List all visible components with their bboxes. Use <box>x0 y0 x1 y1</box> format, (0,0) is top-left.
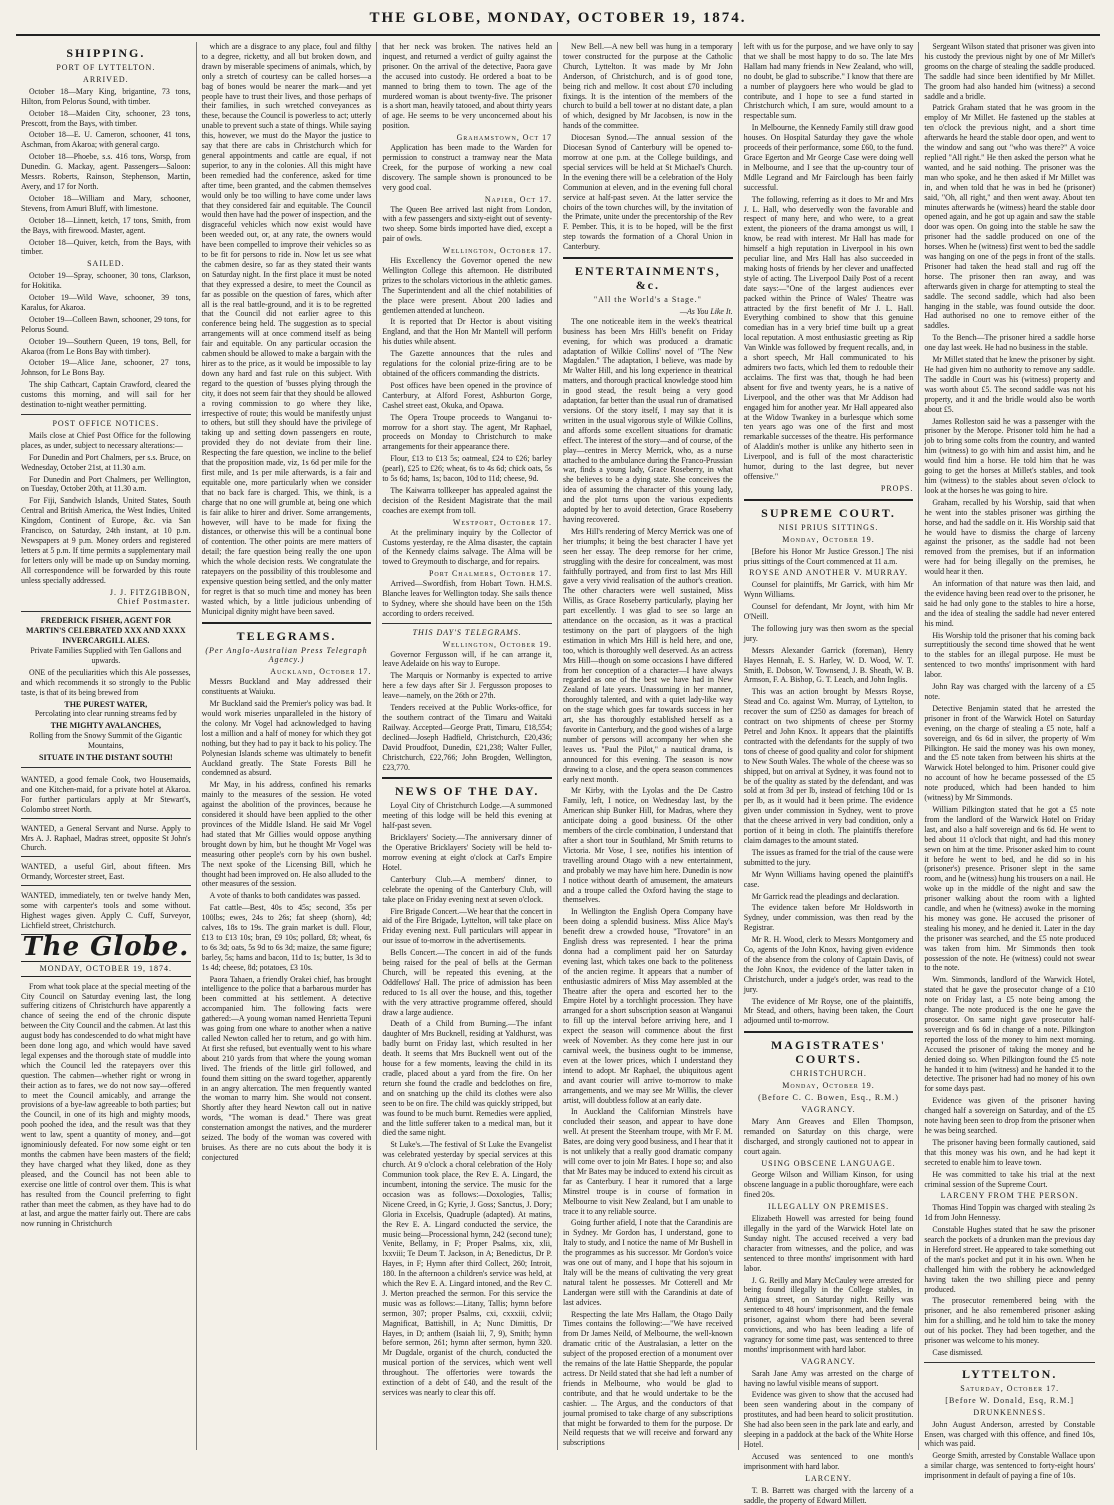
shipping-heading: SHIPPING. <box>66 46 146 60</box>
court-paragraph: Thomas Hind Toppin was charged with stealing 2s 1d from John Hennessy. <box>924 1203 1096 1223</box>
court-paragraph: Case dismissed. <box>932 1348 983 1357</box>
entertainment-paragraph: In Auckland the Californian Minstrels have concluded their season, and appear to have done well. At present the Steenham troupe, with Mr F. M. Bates, are doing very good business, and I hear that it is not unlikely that a really good dramatic company will come over to join Mr Bates. I hope so; and also that Mr Bates may be induced to extend his circuit as far as Canterbury. I hear it rumored that a large Minstrel troupe is in course of formation in Melbourne to visit New Zealand, but I am unable to trace it to any reliable source. <box>563 1107 733 1216</box>
arrival-entry: October 18—Maiden City, schooner, 23 tons, Prescott, from the Bays, with timber. <box>21 108 191 128</box>
telegram-item: Mr May, in his address, confined his remarks mainly to the measures of the session. He voted against the abolition of the provinces, because he considered it should have been applied to the other provinces of the Middle Island. He said Mr Vogel had stated that Mr Gillies would oppose anything brought down by him, but he thought Mr Vogel was measuring other people's corn by his own bushel. The next spoke of the Licensing Bill, which he thought had been improved on. He also alluded to the other measures of the session. <box>201 780 372 889</box>
arrival-entry: October 18—Mary King, brigantine, 73 tons, Hilton, from Pelorus Sound, with timber. <box>21 86 191 106</box>
ale-ad-text: ONE of the peculiarities which this Ale possesses, and which recommends it so strongly to the Public taste, is that of its being brewed from <box>21 667 191 697</box>
fisher-ad-heading: FREDERICK FISHER, AGENT FOR MARTIN'S CELEBRATED XXX AND XXXX INVERCARGILL ALES. <box>26 616 186 646</box>
dateline: Napier, Oct 17. <box>484 194 553 204</box>
court-paragraph: He was committed to take his trial at the next criminal session of the Supreme Court. <box>924 1169 1096 1189</box>
entertainment-paragraph: The one noticeable item in the week's theatrical business has been Mrs Hill's benefit on Friday evening, for which was produced a dramatic adaptation of Wilkie Collins' novel of "The New Magdalen." The adaptation, I believe, was made by Mr Walter Hill, and his long experience in theatrical matters, and thorough practical knowledge stood him in good stead, the result being a very good adaptation, far better than the usual run of dramatised versions. Of the story itself, I may say that it is written in the usual vigorous style of Wilkie Collins, and affords some excellent situations for dramatic effect. The interest of the story—and of course, of the play—centres in Mercy Merrick, who, as a nurse attached to the ambulance during the Franco-Prussian war, finds a young lady, Grace Roseberry, in what she believes to be a dying state. She conceives the idea of assuming the character of this young lady, and the plot turns upon the various expedients adopted by her to avoid detection, Grace Roseberry having recovered. <box>563 316 733 524</box>
charge-heading: VAGRANCY. <box>801 1105 856 1114</box>
column-signature: PROPS. <box>880 483 914 493</box>
court-paragraph: The issues as framed for the trial of the cause were submitted to the jury. <box>743 847 914 867</box>
court-paragraph: George Wilson and William Kinson, for using obscene language in a public thoroughfare, were each fined 20s. <box>743 1170 914 1200</box>
supreme-court-heading: SUPREME COURT. <box>761 505 896 520</box>
telegram-item: The Queen Bee arrived last night from London, with a few passengers and sixty-eight out of seventy-two sheep. Some birds imported have died, except a pair of owls. <box>382 204 553 244</box>
dateline: Port Chalmers, October 17. <box>429 569 553 579</box>
motto-source: —As You Like It. <box>679 306 733 316</box>
court-paragraph: J. G. Reilly and Mary McCauley were arrested for being found illegally in the College stables, in Antigua street, on Saturday night. Reilly was sentenced to 48 hours' imprisonment, and the female prisoner, against whom there had been several convictions, and who has been leading a life of vagrancy for some time past, was sentenced to three months' imprisonment with hard labor. <box>743 1275 914 1354</box>
postmaster-title: Chief Postmaster. <box>117 597 191 607</box>
court-paragraph: [Before his Honor Mr Justice Gresson.] The nisi prius sittings of the Court commenced at 11 a.m. <box>743 546 914 566</box>
telegram-item: The Opera Troupe proceeds to Wanganui to-morrow for a short stay. The agent, Mr Raphael, proceeds on Monday to Christchurch to make arrangements for their appearance there. <box>382 412 553 452</box>
court-paragraph: His Worship told the prisoner that his coming back surreptitiously the second time showed that he went to the stables for an illegal purpose. He must be sentenced to two months' imprisonment with hard labor. <box>924 630 1096 680</box>
entertainments-motto: "All the World's a Stage." <box>593 295 702 305</box>
divider <box>382 777 552 779</box>
court-paragraph: Sarah Jane Amy was arrested on the charge of having no lawful visible means of support. <box>743 1368 914 1388</box>
court-date: Saturday, October 17. <box>960 1383 1060 1393</box>
dateline: Wellington, October 17. <box>442 246 553 256</box>
divider <box>744 499 914 501</box>
court-before: (Before C. C. Bowen, Esq., R.M.) <box>758 1093 899 1103</box>
entertainment-paragraph: left with us for the purpose, and we have only to say that we shall be most happy to do so. The late Mrs Hallam had many friends in New Zealand, who will, no doubt, be glad to subscribe." I know that there are a number of playgoers here who would be glad to contribute, and I hope to see a fund started in Christchurch which, I am sure, would amount to a respectable sum. <box>743 42 914 121</box>
court-paragraph: An information of that nature was then laid, and the evidence having been read over to the prisoner, he said he had only gone to the stables to hire a horse, and the idea of stealing the saddle had never entered his mind. <box>924 579 1096 628</box>
wanted-ad: WANTED, a useful Girl, about fifteen. Mrs Ormandy, Worcester street, East. <box>21 859 191 886</box>
nisi-prius-heading: NISI PRIUS SITTINGS. <box>778 522 879 532</box>
court-paragraph: The evidence taken before Mr Holdsworth in Sydney, under commission, was then read by the Registrar. <box>743 903 914 933</box>
telegram-item: that her neck was broken. The natives held an inquest, and returned a verdict of guilty against the prisoner. On the arrival of the detective, Paora gave the accused into custody. He ordered a boat to be manned to bring them to town. The age of the murdered woman is about twenty-five. The prisoner is a short man, heavily tatooed, and about thirty years of age. He seems to be very unconcerned about his position. <box>382 42 553 131</box>
charge-heading: USING OBSCENE LANGUAGE. <box>761 1158 896 1168</box>
charge-heading: LARCENY. <box>805 1473 852 1483</box>
telegram-item: Messrs Buckland and May addressed their constituents at Waiuku. <box>201 677 372 697</box>
news-item: Loyal City of Christchurch Lodge.—A summoned meeting of this lodge will be held this evening at half-past seven. <box>382 801 553 831</box>
cathcart-note: The ship Cathcart, Captain Crawford, cleared the customs this morning, and will sail for her destination to-night weather permitting. <box>21 380 191 410</box>
case-title: ROYSE AND ANOTHER V. MURRAY. <box>749 568 908 578</box>
dateline: Auckland, October 17. <box>270 667 372 677</box>
news-item: Diocesan Synod.—The annual session of the Diocesan Synod of Canterbury will be opened to-morrow at one p.m. at the College buildings, and special services will be held at St Michael's Church. In the evening there will be a celebration of the Holy Communion at eleven, and in the evening full choral service at half-past seven. At the latter service the choirs of the town churches will, by the invitation of the Primate, unite under the precentorship of the Rev F. Pember. This, it is to be hoped, will be the first step towards the formation of a Choral Union in Canterbury. <box>563 133 733 252</box>
court-paragraph: Wm. Simmonds, landlord of the Warwick Hotel, stated that he gave the prosecutor change of a £10 note on Friday last, a £5 note being among the change. The note produced is the one he gave the prosecutor. On same night gave prosecutor half-sovereign and 6s 6d in change of a note. Pilkington reported the loss of the money to him next morning. Accused the prisoner of taking the money and he denied doing so. When Pilkington found the £5 note he handed it to him (witness) and he handed it to the detective. The prisoner had had no money of his own for some days past. <box>924 975 1096 1094</box>
court-paragraph: William Pilkington stated that he got a £5 note from the landlord of the Warwick Hotel on Friday last, and also a half sovereign and 6s 6d. He went to bed about 11 o'clock that night, and had this money sewn on him at the time. Prisoner asked him to count it before he went to bed, and he did so in his (prisoner's) presence. Prisoner slept in the same room, and he (witness) hung his trousers on a nail. He woke up in the middle of the night and saw the prisoner walking about the room with a lighted candle, and when he (witness) awoke in the morning his money was gone. He accused the prisoner of stealing his money, and he denied it. Later in the day the prisoner was searched, and the £5 note produced was taken from him. Mr Simmonds then took possession of the note. He (witness) could not swear to the note. <box>924 804 1096 973</box>
sailed-heading: SAILED. <box>87 259 125 269</box>
court-paragraph: T. B. Barrett was charged with the larceny of a saddle, the property of Edward Millett. <box>743 1485 914 1505</box>
telegram-item: Application has been made to the Warden for permission to construct a tramway near the Mata Creek, for the purpose of working a new coal discovery. The sample shown is pronounced to be very good coal. <box>382 143 553 192</box>
ale-ad-line: THE MIGHTY AVALANCHES, <box>50 721 161 731</box>
telegram-item: Tenders received at the Public Works-office, for the southern contract of the Timaru and Waitaki Railway. Accepted—George Pratt, Timaru, £18,554; declined—Joseph Hadfield, Christchurch, £20,436; David Proudfoot, Dunedin, £21,238; Walter Fuller, Christchurch, £22,766; John Brogden, Wellington, £23,770. <box>382 703 553 772</box>
post-notice: For Dunedin and Port Chalmers, per Wellington, on Tuesday, October 20th, at 11.30 a.m. <box>21 474 191 494</box>
court-date: Monday, October 19. <box>782 534 875 544</box>
arrived-heading: ARRIVED. <box>83 74 129 84</box>
todays-telegrams-heading: THIS DAY'S TELEGRAMS. <box>412 627 522 637</box>
court-paragraph: To the Bench—The prisoner hired a saddle horse one day last week. He had no business in the stable. <box>924 333 1096 353</box>
charge-heading: ILLEGALLY ON PREMISES. <box>767 1202 890 1212</box>
news-item: New Bell.—A new bell was hung in a temporary tower constructed for the purpose at the Catholic Church, Lyttelton. It was made by Mr John Anderson, of Christchurch, and is of good tone, being rich and mellow. It cost about £70 including fixings. It is the intention of the members of the church to build a bell tower at no distant date, a plan of which, designed by Mr Jacobsen, is now in the hands of the committee. <box>563 42 733 131</box>
entertainment-paragraph: Mr Kirby, with the Lyolas and the De Castro Family, left, I notice, on Wednesday last, by the American ship Bunker Hill, for Madras, where they anticipate doing a good business. Of the other members of the circle combination, I understand that after a short tour in Southland, Mr Smith returns to Victoria. Mr Vose, I see, notifies his intention of travelling around Otago with a new entertainment, and probably we may have him here. Dunedin is now I notice without dearth of amusement, the amateurs and a troupe called the Oxford having the stage to themselves. <box>563 786 733 905</box>
telegram-item: The Marquis or Normanby is expected to arrive here a few days after Sir J. Fergusson proposes to leave—namely, on the 26th or 27th. <box>382 671 553 701</box>
sailing-entry: October 19—Southern Queen, 19 tons, Bell, for Akaroa (from Le Bons Bay with timber). <box>21 336 191 356</box>
entertainments-heading: ENTERTAINMENTS, &c. <box>574 264 721 293</box>
telegram-item: Post offices have been opened in the province of Canterbury, at Alford Forest, Ashburton Gorge, Cashel street east, Okuka, and Opawa. <box>382 380 553 410</box>
telegram-item: Fat cattle—Best, 40s to 45s; second, 35s per 100lbs; ewes, 24s to 26s; fat sheep (shorn), 4d; calves, 18s to 19s. The grain market is dull. Flour, £13 to £13 10s; bran, £9 10s; pollard, £8; wheat, 6s to 6s 3d; oats, 5s 9d to 6s 3d; maize, the same figure; barley, 5s; hams and bacon, 11d to 1s; butter, 1s 3d to 1s 4d; cheese, 8d; potatoes, £3 10s. <box>201 903 372 972</box>
court-paragraph: Counsel for defendant, Mr Joynt, with him Mr O'Neill. <box>743 602 914 622</box>
sailing-entry: October 19—Spray, schooner, 30 tons, Clarkson, for Hokitika. <box>21 271 191 291</box>
arrival-entry: October 18—Quiver, ketch, from the Bays, with timber. <box>21 237 191 257</box>
court-paragraph: Sergeant Wilson stated that prisoner was given into his custody the previous night by one of Mr Millet's grooms on the charge of stealing the saddle produced. The saddle had since been identified by Mr Millet. The groom had also handed him (witness) a second saddle and a bridle. <box>924 42 1096 101</box>
telegram-item: Flour, £13 to £13 5s; oatmeal, £24 to £26; barley (pearl), £25 to £26; wheat, 6s to 4s 6d; chick oats, 5s to 5s 6d; hams, 1s; bacon, 10d to 11d; cheese, 9d. <box>382 454 553 484</box>
column-5 <box>739 42 920 1505</box>
entertainment-paragraph: In Melbourne, the Kennedy Family still draw good houses. On Hospital Saturday they gave the whole proceeds of their performance, some £60, to the fund. Grace Egerton and Mr George Case were doing well in Melbourne, and I see that the up-country tour of Mdlle Legrand and Mr Fairclough has been fairly successful. <box>743 123 914 192</box>
divider <box>382 623 552 624</box>
divider <box>924 1362 1095 1363</box>
telegram-item: Arrived—Swordfish, from Hobart Town. H.M.S. Blanche leaves for Wellington today. She sails thence to Sydney, where she should have been on the 15th according to orders received. <box>382 579 553 618</box>
news-item: Fire Brigade Concert.—We hear that the concert in aid of the Fire Brigade, Lyttelton, will take place on Friday evening next. Full particulars will appear in our issue of to-morrow in the advertisements. <box>382 906 553 946</box>
sailing-entry: October 19—Colleen Bawn, schooner, 29 tons, for Pelorus Sound. <box>21 314 191 334</box>
charge-heading: DRUNKENNESS. <box>973 1407 1047 1417</box>
entertainment-paragraph: Going further afield, I note that the Carandinis are in Sydney. Mr Gordon has, I understand, gone to Italy to study, and I notice the name of Mr Bushell in the programmes as his successor. Mr Gordon's voice was one out of many, and I hope that his sojourn in Italy will be the means of cultivating the very great natural talent he possesses. Mr Cotterell and Mr Landergan were still with the Carandinis at date of last advices. <box>563 1218 733 1307</box>
court-paragraph: Mary Ann Greaves and Ellen Thompson, remanded on Saturday on this charge, were discharged, and strongly cautioned not to appear in court again. <box>743 1116 914 1156</box>
telegram-item: At the preliminary inquiry by the Collector of Customs yesterday, re the Alma disaster, the captain of the Kennedy claims salvage. The Alma will be towed to Greymouth to discharge, and for repairs. <box>382 527 553 567</box>
court-paragraph: George Smith, arrested by Constable Wallace upon a similar charge, was sentenced to forty-eight hours' imprisonment in default of paying a fine of 10s. <box>924 1451 1096 1481</box>
magistrates-courts-heading: MAGISTRATES' COURTS. <box>770 1038 887 1067</box>
entertainment-paragraph: Mrs Hill's rendering of Mercy Merrick was one of her triumphs; it being the best character I have yet seen her essay. The deep remorse for her crime, struggling with the desire for concealment, was most faithfully portrayed, and from first to last Mrs Hill gave a very vivid realisation of the author's creation. The other characters were well sustained, Miss Willis, as Grace Roseberry particularly, playing her part excellently. I was glad to see so large an attendance on the occasion, as it was a practical testimony on the part of playgoers of the high estimation in which Mrs Hill is held here, and one, too, which is thoroughly well deserved. As an actress Mrs Hill—though on some occasions I have differed from her conception of a character—I have always regarded as one of the best we have had in New Zealand of late years. Unassuming in her manner, thoroughly talented, and with a quiet lady-like way on the stage which goes far towards success in her art, she has thoroughly established herself as a favorite in Canterbury, and the good wishes of a large number of persons will accompany her when she leaves us. "Paul the Pilot," a nautical drama, is announced for this evening. The season is now drawing to a close, and the opera season commences early next month. <box>563 526 733 784</box>
ale-ad-line: THE PUREST WATER, <box>64 699 148 709</box>
news-item: St Luke's.—The festival of St Luke the Evangelist was celebrated yesterday by special services at this church. At 9 o'clock a choral celebration of the Holy Communion took place, the Rev E. A. Lingard, the incumbent, intoning the service. The music for the occasion was as follows:—Doxologies, Tallis; Nicene Creed, in G; Kyrie, J. Goss; Sanctus, J. Dory; Gloria in Excelsis, Quadruple (adapted). At matins, the Rev E. A. Lingard conducted the service, the music being—Processional hymn, 242 (second tune); Venite, Bellamy, in F; Proper Psalms, xix, xlii, lxxviii; Te Deum T. Jackson, in A; Benedictus, Dr P. Hayes, in F; Hymn after third Collect, 260; Introit, 180. In the afternoon a children's service was held, at which the Rev E. A. Lingard intoned, and the Rev C. J. Merton preached the sermon. For this service the music was as follows:—Litany, Tallis; hymn before sermon, 307; proper Psalms, cxi, cxxxiii, cxlvii; Magnificat, Battishill, in A; Nunc Dimittis, Dr Hayes, in D; anthem (Isaiah lii, 7, 9), Smith; hymn before sermon, 261; hymn after sermon, hymn 320. Mr Dugdale, organist of the church, conducted the musical portion of the services, which went well throughout. The offertories were towards the extinction of a debt of £40, and the result of the services was nearly to clear this off. <box>382 1140 553 1397</box>
court-paragraph: Patrick Graham stated that he was groom in the employ of Mr Millet. He fastened up the stables at ten o'clock the previous night, and a short time afterwards he heard the stable door open, and went to the window and sang out "who was there?" A voice replied "All right." He then asked the person what he wanted, and he said nothing. The prisoner was the man who spoke, and he then asked if Mr Millet was in, and when told that he was in bed he (prisoner) said, "Oh, all right," and then went away. About ten minutes afterwards he (witness) heard the stable door opened again, and he got up again and saw the stable door was open. On going into the stable he saw the prisoner had the saddle produced on one of the horses. When he (witness) first went to bed the saddle was hanging on one of the pegs in front of the stalls. Prisoner had taken the head stall and rug off the horse. The prisoner then ran away, and was afterwards given in charge for attempting to steal the saddle. The second saddle, which had also been hanging in the stable, was found outside the door. Had authorised no one to remove either of the saddles. <box>924 103 1096 331</box>
charge-heading: LARCENY FROM THE PERSON. <box>940 1191 1079 1201</box>
court-paragraph: Evidence was given of the prisoner having changed half a sovereign on Saturday, and of the £5 note having been seen to drop from the prisoner when he was being searched. <box>924 1096 1096 1135</box>
court-paragraph: James Rolleston said he was a passenger with the prisoner by the Merope. Prisoner told him he had a job to bring some colts from the country, and wanted him (witness) to go with him and assist him, and he would find him a horse. He told him that he was going to get the horses at Millet's stables, and took him (witness) to the stables about seven o'clock to look at the horses he was going to hire. <box>924 416 1096 495</box>
court-paragraph: Mr Garrick read the pleadings and declaration. <box>751 891 900 901</box>
telegrams-agency: (Per Anglo-Australian Press Telegraph Agency.) <box>205 645 368 665</box>
telegram-item: Paora Tahaen, a friendly Orakei chief, has brought intelligence to the police that a barbarous murder has been committed at his settlement. A detective accompanied him. The following facts were gathered:—A young woman named Henrietta Tepuni was going from one whare to another when a native called Newton called her to return, and go with him. At first she refused, but eventually went to his whare about 210 yards from that where the young woman lived. The friends of the little girl followed, and found them sitting on the sward together, apparently in an angry altercation. The men frequently wanted the woman to marry him. She would not consent. Shortly after they heard Newton call out in native words, "The woman is dead." There was great consternation amongst the natives, and the murderer seized. The body of the woman was covered with bruises. As there are no cuts about the body it is conjectured <box>201 974 372 1162</box>
telegrams-heading: TELEGRAMS. <box>236 628 337 643</box>
dateline: Wellington, October 19. <box>442 639 553 649</box>
wanted-ad: WANTED, immediately, ten or twelve handy Men, some with carpenter's tools and some without. Highest wages given. Apply C. Cuff, Surveyor, Lichfield street, Christchurch. <box>21 888 191 935</box>
post-notice: Mails close at Chief Post Office for the following places, as under, subject to necessary alterations:— <box>21 430 191 450</box>
court-paragraph: The prosecutor remembered being with the prisoner, and he also remembered prisoner asking him for a shilling, and he told him to take the money out of his pocket. They had been together, and the prisoner was welcome to his money. <box>924 1296 1096 1346</box>
wanted-ad: WANTED, a good female Cook, two Housemaids, and one Kitchen-maid, for a private hotel at Akaroa. For further particulars apply at Mr Stewart's, Colombo street North. <box>21 772 191 819</box>
arrival-entry: October 18—E. U. Cameron, schooner, 41 tons, Aschman, from Akaroa; with general cargo. <box>21 130 191 150</box>
column-3 <box>377 42 558 1450</box>
sailing-entry: October 19—Alice Jane, schooner, 27 tons, Johnson, for Le Bons Bay. <box>21 358 191 378</box>
divider <box>202 622 372 624</box>
column-4 <box>558 42 739 1450</box>
court-paragraph: This was an action brought by Messrs Royse, Stead and Co. against Wm. Murray, of Lyttelton, to recover the sum of £250 as damages for breach of contract on two shipments of cheese per Stormy Petrel and John Knox. It appears that the plaintiffs contracted with the defendants for the supply of two tons of cheese of good quality and color for shipment to New South Wales. The whole of the cheese was so shipped, but on arrival at Sydney, it was found not to be of the quality as stated by the defendant, and was sold at from 3d per lb, instead of fetching 10d or 1s per lb, as it would had it been prime. The evidence given under commission in Sydney, went to prove that the cheese arrived in very bad condition, only a portion of it being in cloth. The plaintiffs therefore claim damages to the amount stated. <box>743 687 914 845</box>
court-paragraph: Mr Wynn Williams having opened the plaintiff's case. <box>743 869 914 889</box>
news-of-the-day-heading: NEWS OF THE DAY. <box>394 784 540 799</box>
divider <box>21 767 191 768</box>
arrival-entry: October 18—Linnett, ketch, 17 tons, Smith, from the Bays, with firewood. Master, agent. <box>21 215 191 235</box>
lyttelton-heading: LYTTELTON. <box>962 1366 1058 1381</box>
court-paragraph: Evidence was given to show that the accused had been seen wandering about in the company of prostitutes, and had been heard to solicit prostitution. She had also been seen in the park late and early, and sleeping in a paddock at the back of the White Horse Hotel. <box>743 1390 914 1449</box>
post-office-heading: POST OFFICE NOTICES. <box>52 419 160 428</box>
court-before: [Before W. Donald, Esq, R.M.] <box>945 1395 1075 1405</box>
court-date: Monday, October 19. <box>782 1081 875 1091</box>
charge-heading: VAGRANCY. <box>801 1356 856 1366</box>
ale-ad-text: Rolling from the Snowy Summit of the Gigantic Mountains, <box>29 731 183 751</box>
fisher-ad-body: Private Families Supplied with Ten Gallons and upwards. <box>30 646 182 665</box>
news-item: Death of a Child from Burning.—The infant daughter of Mrs Bucknell, residing at Yaldhurst, was badly burnt on Friday last, which resulted in her death. It seems that Mrs Bucknell went out of the house for a few moments, leaving the child in its cradle, placed about a yard from the fire. On her return she found the cradle and bedclothes on fire, and on snatching up the child its clothes were also seen to be on fire. The child was quickly stripped, but was found to be much burnt. Remedies were applied, and the little sufferer taken to a medical man, but it died the same night. <box>382 1019 553 1138</box>
court-paragraph: John Ray was charged with the larceny of a £5 note. <box>924 682 1096 701</box>
court-paragraph: The following jury was then sworn as the special jury. <box>743 623 914 643</box>
court-paragraph: Mr Millet stated that he knew the prisoner by sight. He had given him no authority to remove any saddle. The saddle in Court was his (witness) property and was worth about £5. The second saddle was not his property, and it and the bridle would also be worth about £5. <box>924 355 1096 414</box>
entertainment-paragraph: The following, referring as it does to Mr and Mrs J. L. Hall, who deservedly won the favorable and respect of many here, and who were, to a great extent, the pioneers of the drama amongst us will, I know, be read with interest. Mr Hall has made for himself a high reputation in Liverpool in his own peculiar line, and Mrs Hall has also succeeded in making hosts of friends by her clever and unaffected style of acting. The Liverpool Daily Post of a recent date says:—"One of the largest audiences ever packed within the Prince of Wales' Theatre was attracted by the first benefit of Mr J. L. Hall. Everything combined to show that this genuine comedian has in a very brief time built up a great local reputation. A most enthusiastic greeting as Rip Van Winkle was followed by frequent recalls, and, in a short speech, Mr Hall communicated to his admirers two facts, which led them to redouble their acclaims. The first was that, though he had been absent for five and twenty years, he is a native of Liverpool, and the other was that Mr Addison had engaged him for another year. Mr Hall appeared also at the Widow Twankey in a burlesque which some ten years ago was one of the first and most remarkable successes of the theatre. His performance of Aladdin's mother is unlike any hitherto seen in Liverpool, and is full of the most characteristic humor, during to the last degree, but never offensive." <box>743 194 914 481</box>
telegram-item: It is reported that Dr Hector is about visiting England, and that the Hon Mr Mantell will perform his duties while absent. <box>382 317 553 347</box>
court-paragraph: Accused was sentenced to one month's imprisonment with hard labor. <box>743 1451 914 1471</box>
divider <box>744 1031 914 1033</box>
divider <box>563 257 733 259</box>
ale-ad-line: SITUATE IN THE DISTANT SOUTH! <box>39 753 173 763</box>
arrival-entry: October 18—Phoebe, s.s. 416 tons, Worsp, from Dunedin. G. Mackay, agent. Passengers—Saloon: Messrs. Roberts, Rainson, Stephenson, Martin, Avery, and 17 for North. <box>21 152 191 191</box>
court-paragraph: Mr R. H. Wood, clerk to Messrs Montgomery and Co, agents of the John Knox, having given evidence of the absence from the colony of Captain Davis, of the John Knox, the evidence of the latter taken in Christchurch, under a judge's order, was read to the jury. <box>743 935 914 994</box>
leader-dateline: MONDAY, OCTOBER 19, 1874. <box>21 961 191 977</box>
divider <box>21 414 191 415</box>
leader-article-continued: which are a disgrace to any place, foul and filthy to a degree, ricketty, and all but broken down, and drawn by miserable specimens of animals, which, by only a stretch of courtesy can be called horses—a bag of bones would be nearer the mark—and yet people have to trust their lives, and those perhaps of their families, in such wretched conveyances as these, because the Council is powerless to act; utterly unable to prevent such a state of things. While saying this, however, we must do the Mayor the justice to say that there are cabs in Christchurch which for general appointments and cattle are equal, if not superior, to any in the colonies. All this might have been remedied had the conference, asked for time after time, been granted, and the cabmen themselves would only be too willing to have come under laws that they considered fair and equitable. The Council would then have had the power of inspection, and the disgraceful vehicles which now exist would have been weeded out, or, at any rate, the owners would have been compelled to improve their vehicles so as to be fit for persons to ride in. Now let us see what the cabmen desire, so far as they stated their wants on Saturday night. In the first place it must be noted that they expressed a desire, to meet the Council as far as possible on the question of fares, which after all is the real battle-ground, and it is to be regretted that the Council did not earlier agree to this conference being held. The suggestion as to special arrangements will at once commend itself as being fair and equitable. On any particular occasion the cabmen should be allowed to make a bargain with the hirer as to the price, as it would be impossible to lay down any hard and fast rule on this subject. With regard to the question of 'busses plying through the city, it does not seem fair that they should be allowed a roving commission to go where they like, irrespective of route; this would be manifestly unjust to others, but still they should have the privilege of taking up and setting down passengers en route, provided they do not deviate from their line. Respecting the fare question, we incline to the belief that the proposition made, viz, 1s 6d per mile for the first mile, and 1s per mile afterwards, is a fair and equitable one, more particularly when we consider that no back fare is charged. This, we think, is a charge that no one will grumble at, being one which is fair alike to hirer and driver. Some arrangements, however, will have to be made for fixing the distances, or otherwise this will be a continual bone of contention. The other points are mere matters of detail; the fare question being really the one upon which the whole decision rests. We congratulate the ratepayers on the possibility of this troublesome and expensive question being settled, and the only matter for regret is that so much time and money has been wasted which, by a little judicious unbending of Municipal dignity might have been saved. <box>201 42 372 616</box>
entertainment-paragraph: In Wellington the English Opera Company have been doing a splendid business. Miss Alice May's benefit drew a crowded house, "Trovatore" in an English dress was represented. I hear the prima donna had a compliment paid her on Saturday evening last, which takes one back to the politeness of the ancien regime. It appears that a number of enthusiastic admirers of Miss May assembled at the Theatre after the opera and escorted her to the Empire Hotel by a torchlight procession. They have arranged for a short subscription season at Wanganui to fill up the interval before arriving here, and I expect the season will commence about the first week of November. As they come here just in our carnival week, the business ought to be immense, even at the lower prices, which I understand they intend to adopt. Mr Raphael, the ubiquitous agent and avant courier will arrive to-morrow to make arrangements, and we may see Mr Willis, the clever artist, will doubtless follow at an early date. <box>563 907 733 1105</box>
court-paragraph: Detective Benjamin stated that he arrested the prisoner in front of the Warwick Hotel on Saturday evening, on the charge of stealing a £5 note, half a sovereign, and 6s 6d in silver, the property of Wm Pilkington. He said the money was his own money, and the £5 note taken from between his shirts at the Warwick Hotel belonged to him. Prisoner could give no account of how he became possessed of the £5 note produced, which had been handed to him (witness) by Mr Simmonds. <box>924 703 1096 803</box>
divider <box>21 611 191 612</box>
dateline: Westport, October 17. <box>452 517 553 527</box>
wanted-ad: WANTED, a General Servant and Nurse. Apply to Mrs A. J. Raphael, Madras street, opposite St John's Church. <box>21 821 191 858</box>
globe-logo: The Globe. <box>22 931 190 962</box>
telegram-item: The Kaiwarra tollkeeper has appealed against the decision of the Resident Magistrate that the mail coaches are exempt from toll. <box>382 485 553 515</box>
masthead: THE GLOBE, MONDAY, OCTOBER 19, 1874. <box>16 10 1100 36</box>
court-paragraph: Counsel for plaintiffs, Mr Garrick, with him Mr Wynn Williams. <box>743 580 914 600</box>
ale-ad-text: Percolating into clear running streams fed by <box>34 709 177 719</box>
entertainment-paragraph: Respecting the late Mrs Hallam, the Otago Daily Times contains the following:—"We have received from Dr James Neild, of Melbourne, the well-known dramatic critic of the Australasian, a letter on the subject of the proposed erection of a monument over the remains of the late Hattie Shepparde, the popular actress. Dr Neild stated that she had left a number of friends in Melbourne, who would be glad to contribute, and that he would undertake to be the cashier. ... The Argus, and the conductors of that journal promised to take charge of any subscriptions that might be forwarded to them for the purpose. Dr Neild requests that we will receive and forward any subscriptions <box>563 1309 733 1448</box>
news-item: Canterbury Club.—A members' dinner, to celebrate the opening of the Canterbury Club, will take place on Friday evening next at seven o'clock. <box>382 874 553 904</box>
court-paragraph: Messrs Alexander Garrick (foreman), Henry Hayes Hennah, E. S. Harley, W. D. Wood, W. T. Smith, E. Dobson, W. Townsend, J. B. Sheath, W. B. Armson, F. A. Bishop, G. T. Leach, and John Inglis. <box>743 645 914 685</box>
column-1 <box>16 42 197 1450</box>
column-6 <box>919 42 1100 1481</box>
telegram-item: The Gazette announces that the rules and regulations for the colonial prize-firing are to be obtained of the officers commanding the districts. <box>382 349 553 378</box>
leader-article: From what took place at the special meeting of the City Council on Saturday evening last, the long suffering citizens of Christchurch have apparently a chance of seeing the end of the chronic dispute between the City Council and the cabmen. At last this august body has condescended to do what might have been done long ago, and which would have saved legal expenses and the thorough state of muddle into which the Council led the ratepayers over this question. The cabmen—whether right or wrong in their action as to fares, we do not now say—offered to meet the Council amicably, and arrange the provisions of a bye-law agreeable to both parties; but the Council, in one of its high and mighty moods, pooh poohed the idea, and the result was that they went to law, spent a quantity of money, and—got ignominiously defeated. For now some eight or ten months the cabmen have been masters of the field; they have charged what they liked, done as they pleased, and the Council has not been able to exercise one little of control over them. This is what has resulted from the Council preferring to fight rather than meet the cabmen, as they have had to do at last, and argue the matter fairly out. There are cabs now running in Christchurch <box>21 981 191 1229</box>
columns <box>16 42 1100 1505</box>
news-item: Bricklayers' Society.—The anniversary dinner of the Operative Bricklayers' Society will be held to-morrow evening at eight o'clock at Carl's Empire Hotel. <box>382 833 553 872</box>
telegram-item: Governor Fergusson will, if he can arrange it, leave Adelaide on his way to Europe. <box>382 649 553 669</box>
telegram-item: A vote of thanks to both candidates was passed. <box>209 891 361 901</box>
court-paragraph: Elizabeth Howell was arrested for being found illegally in the yard of the Warwick Hotel late on Sunday night. The accused received a very bad character from witnesses, and the police, and was sentenced to three months' imprisonment with hard labor. <box>743 1214 914 1273</box>
news-item: Bells Concert.—The concert in aid of the funds being raised for the peal of bells at the German Church, will be repeated this evening, at the Oddfellows' Hall. The price of admission has been reduced to 1s all over the house, and this, together with the very attractive programme offered, should draw a large audience. <box>382 948 553 1017</box>
court-paragraph: John August Anderson, arrested by Constable Ensen, was charged with this offence, and fined 10s, which was paid. <box>924 1419 1096 1449</box>
postmaster-signature: J. J. FITZGIBBON, <box>109 587 191 597</box>
christchurch-heading: CHRISTCHURCH. <box>790 1069 867 1079</box>
sailing-entry: October 19—Wild Wave, schooner, 39 tons, Karalus, for Akaroa. <box>21 293 191 312</box>
post-notice: For Dunedin and Port Chalmers, per s.s. Bruce, on Wednesday, October 21st, at 11.30 a.m. <box>21 452 191 472</box>
telegram-item: Mr Buckland said the Premier's policy was bad. It would work miseries unparalleled in the history of the colony. Mr Vogel had acknowledged to having lost a million and a half of money for which they got nothing, but they had to pay it back to his policy. The Polynesian Islands scheme was ultimately to benefit Auckland greatly. The State Forests Bill he condemned as absurd. <box>201 699 372 778</box>
dateline: Grahamstown, Oct 17 <box>456 133 553 143</box>
court-paragraph: The evidence of Mr Royse, one of the plaintiffs, Mr Stead, and others, having been taken, the Court adjourned until to-morrow. <box>743 996 914 1026</box>
court-paragraph: Constable Hughes stated that he saw the prisoner search the pockets of a drunken man the previous day in Hereford street. He appeared to take something out of the man's pocket and put it in his own. When he challenged him with the robbery he acknowledged having taken the two shilling piece and penny produced. <box>924 1225 1096 1294</box>
court-paragraph: The prisoner having been formally cautioned, said that this money was his own, and he had kept it secreted to enable him to leave town. <box>924 1137 1096 1167</box>
telegram-item: His Excellency the Governor opened the new Wellington College this afternoon. He distributed prizes to the scholars victorious in the athletic games. The Superintendent and all the chief notabilities of the place were present. About 200 ladies and gentlemen attended at luncheon. <box>382 256 553 315</box>
port-heading: PORT OF LYTTELTON. <box>56 63 156 72</box>
column-2 <box>197 42 378 1450</box>
post-notice: For Fiji, Sandwich Islands, United States, South Central and British America, the West Indies, United Kingdom, Continent of Europe, &c. via San Francisco, on Saturday, 24th instant, at 10 p.m. Newspapers at 9 p.m. Money orders and registered letters at 5 p.m. If time permits a supplementary mail for letters only will be made up on Sunday morning. All correspondence will be forwarded by this route unless specially addressed. <box>21 496 191 585</box>
court-paragraph: Graham, recalled by his Worship, said that when he went into the stables prisoner was girthing the horse, and had the saddle on it. His Worship said that he would have to dismiss the charge of larceny against the prisoner, as the saddle had not been removed from the premises, but if an information were had for being illegally on the premises, he would hear it then. <box>924 497 1096 577</box>
arrival-entry: October 18—William and Mary, schooner, Stevens, from Amuri Bluff, with limestone. <box>21 193 191 213</box>
